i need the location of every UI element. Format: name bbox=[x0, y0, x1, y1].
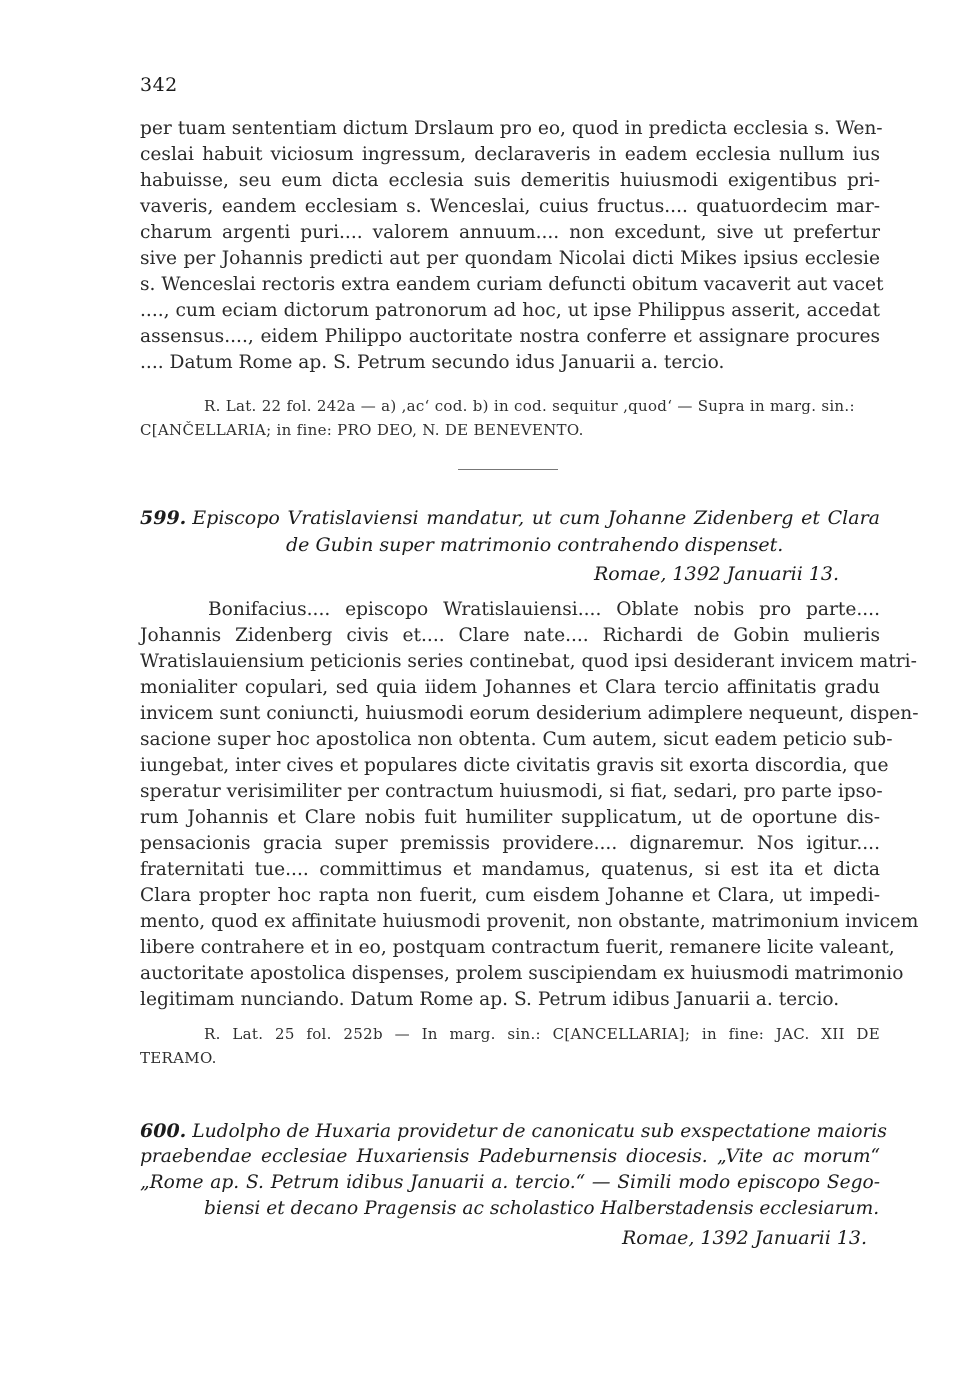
entry-599-text bbox=[140, 597, 919, 1013]
heading-line: 600. Ludolpho de Huxaria providetur de canonicatu sub exspectatione maioris bbox=[140, 1120, 887, 1142]
heading-line: biensi et decano Pragensis ac scholastico Halberstadensis ecclesiarum. bbox=[204, 1198, 880, 1219]
text-line: Johannis Zidenberg civis et.... Clare nate.... Richardi de Gobin mulieris bbox=[140, 625, 880, 646]
text-line: habuisse, seu eum dicta ecclesia suis demeritis huiusmodi exigentibus pri- bbox=[140, 170, 880, 191]
text-line: charum argenti puri.... valorem annuum.... non excedunt, sive ut prefertur bbox=[140, 222, 880, 243]
entry-599-notes bbox=[140, 1022, 880, 1070]
heading-line: praebendae ecclesiae Huxariensis Padeburnensis diocesis. „Vite ac morum“ bbox=[140, 1146, 880, 1167]
text-line: pensacionis gracia super premissis providere.... dignaremur. Nos igitur.... bbox=[140, 833, 880, 854]
text-line: .... Datum Rome ap. S. Petrum secundo idus Januarii a. tercio. bbox=[140, 352, 725, 373]
section-separator bbox=[458, 469, 558, 470]
text-line: Bonifacius.... episcopo Wratislauiensi.... Oblate nobis pro parte.... bbox=[208, 599, 880, 620]
text-line: sacione super hoc apostolica non obtenta. Cum autem, sicut eadem peticio sub- bbox=[140, 729, 893, 750]
footnote-line: R. Lat. 25 fol. 252b — In marg. sin.: C[ANCELLARIA]; in fine: JAC. XII DE bbox=[204, 1025, 880, 1043]
text-line: iungebat, inter cives et populares dicte civitatis gravis sit exorta discordia, que bbox=[140, 755, 889, 776]
text-line: vaveris, eandem ecclesiam s. Wenceslai, cuius fructus.... quatuordecim mar- bbox=[140, 196, 880, 217]
text-line: ceslai habuit viciosum ingressum, declaraveris in eadem ecclesia nullum ius bbox=[140, 144, 880, 165]
text-line: invicem sunt coniuncti, huiusmodi eorum desiderium adimplere nequeunt, dispen- bbox=[140, 703, 919, 724]
text-line: legitimam nunciando. Datum Rome ap. S. Petrum idibus Januarii a. tercio. bbox=[140, 989, 840, 1010]
entry-599-heading bbox=[140, 505, 880, 559]
entry-600-date: Romae, 1392 Januarii 13. bbox=[622, 1227, 868, 1249]
text-line: Clara propter hoc rapta non fuerit, cum eisdem Johanne et Clara, ut impedi- bbox=[140, 885, 880, 906]
entry-number: 600. bbox=[140, 1120, 187, 1142]
entry-599-date: Romae, 1392 Januarii 13. bbox=[594, 563, 840, 585]
text-line: Wratislauiensium peticionis series continebat, quod ipsi desiderant invicem matri- bbox=[140, 651, 917, 672]
text-line: mento, quod ex affinitate huiusmodi provenit, non obstante, matrimonium invicem bbox=[140, 911, 919, 932]
text-line: speratur verisimiliter per contractum huiusmodi, si fiat, sedari, pro parte ipso- bbox=[140, 781, 883, 802]
text-line: assensus...., eidem Philippo auctoritate nostra conferre et assignare procures bbox=[140, 326, 880, 347]
continuation-notes bbox=[140, 394, 880, 442]
text-line: sive per Johannis predicti aut per quondam Nicolai dicti Mikes ipsius ecclesie bbox=[140, 248, 880, 269]
entry-number: 599. bbox=[140, 507, 187, 529]
heading-line: de Gubin super matrimonio contrahendo dispenset. bbox=[286, 534, 784, 556]
page-number: 342 bbox=[140, 74, 178, 96]
text-line: libere contrahere et in eo, postquam contractum fuerit, remanere licite valeant, bbox=[140, 937, 895, 958]
entry-600-heading bbox=[140, 1118, 887, 1222]
text-line: fraternitati tue.... committimus et mandamus, quatenus, si est ita et dicta bbox=[140, 859, 880, 880]
heading-line: „Rome ap. S. Petrum idibus Januarii a. tercio.“ — Simili modo episcopo Sego- bbox=[140, 1172, 880, 1193]
text-line: per tuam sententiam dictum Drslaum pro eo, quod in predicta ecclesia s. Wen- bbox=[140, 118, 883, 139]
text-line: rum Johannis et Clare nobis fuit humiliter supplicatum, ut de oportune dis- bbox=[140, 807, 880, 828]
text-line: ...., cum eciam dictorum patronorum ad hoc, ut ipse Philippus asserit, accedat bbox=[140, 300, 880, 321]
continuation-text bbox=[140, 116, 884, 376]
footnote-line: TERAMO. bbox=[140, 1049, 217, 1067]
text-line: s. Wenceslai rectoris extra eandem curiam defuncti obitum vacaverit aut vacet bbox=[140, 274, 884, 295]
footnote-line: R. Lat. 22 fol. 242a — a) ‚ac‘ cod. b) in cod. sequitur ‚quod‘ — Supra in marg. sin.: bbox=[204, 397, 855, 415]
heading-line: 599. Episcopo Vratislaviensi mandatur, ut cum Johanne Zidenberg et Clara bbox=[140, 507, 880, 529]
text-line: monialiter copulari, sed quia iidem Johannes et Clara tercio affinitatis gradu bbox=[140, 677, 880, 698]
footnote-line: C[ANČELLARIA; in fine: PRO DEO, N. DE BENEVENTO. bbox=[140, 421, 584, 439]
text-line: auctoritate apostolica dispenses, prolem suscipiendam ex huiusmodi matrimonio bbox=[140, 963, 904, 984]
